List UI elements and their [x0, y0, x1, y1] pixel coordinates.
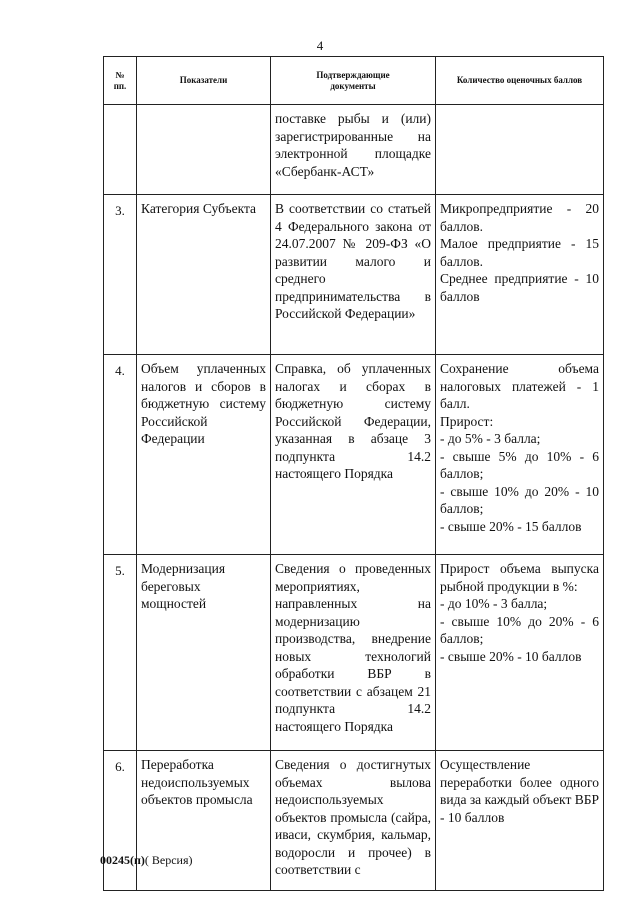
document-version: ( Версия) — [144, 853, 193, 867]
points-line: - свыше 10% до 20% - 10 баллов; — [440, 483, 599, 516]
cell-num: 3. — [104, 195, 137, 355]
points-line: Прирост объема выпуска рыбной продукции в %: — [440, 561, 599, 594]
table-row — [104, 555, 604, 751]
cell-points — [436, 105, 604, 195]
points-line: - свыше 10% до 20% - 6 баллов; — [440, 613, 599, 646]
points-line: - свыше 20% - 10 баллов — [440, 648, 582, 664]
points-line: Осуществление переработки более одного вида за каждый объект ВБР - 10 баллов — [440, 757, 599, 825]
cell-indicator — [137, 105, 271, 195]
points-line: Среднее предприятие - 10 баллов — [440, 271, 599, 304]
points-line: Прирост: — [440, 413, 494, 429]
points-line: - до 10% - 3 балла; — [440, 596, 548, 611]
cell-num — [104, 105, 137, 195]
table-row-continuation — [104, 105, 604, 195]
header-documents: Подтверждающие документы — [271, 57, 436, 105]
cell-num: 6. — [104, 751, 137, 891]
cell-num: 5. — [104, 555, 137, 751]
document-footer — [100, 853, 193, 868]
cell-documents: В соответствии со статьей 4 Федерального закона от 24.07.2007 № 209-ФЗ «О развитии малого и среднего предпринимательства в Российской Федерации» — [271, 195, 436, 355]
points-line: Сохранение объема налоговых платежей - 1 балл. — [440, 361, 599, 411]
cell-num: 4. — [104, 355, 137, 555]
cell-points — [436, 195, 604, 355]
cell-documents: Справка, об уплаченных налогах и сборах в бюджетную систему Российской Федерации, указанная в абзаце 3 подпункта 14.2 настоящего Порядка — [271, 355, 436, 555]
header-num: № пп. — [104, 57, 137, 105]
points-line: - свыше 20% - 15 баллов — [440, 518, 582, 534]
page-number: 4 — [316, 38, 324, 53]
table-row — [104, 355, 604, 555]
table-header-row — [104, 57, 604, 105]
cell-indicator: Модернизация береговых мощностей — [137, 555, 271, 751]
criteria-table — [103, 56, 604, 891]
points-line: - до 5% - 3 балла; — [440, 431, 541, 446]
cell-documents: Сведения о достигнутых объемах вылова недоиспользуемых объектов промысла (сайра, иваси, скумбрия, кальмар, водоросли и прочее) в соответствии с — [271, 751, 436, 891]
document-code: 00245(п) — [100, 853, 145, 867]
points-line: Микропредприятие - 20 баллов. — [440, 201, 599, 234]
table-row — [104, 751, 604, 891]
cell-indicator: Объем уплаченных налогов и сборов в бюджетную систему Российской Федерации — [137, 355, 271, 555]
cell-indicator: Переработка недоиспользуемых объектов промысла — [137, 751, 271, 891]
header-points: Количество оценочных баллов — [436, 57, 604, 105]
points-line: Малое предприятие - 15 баллов. — [440, 236, 599, 269]
cell-points — [436, 355, 604, 555]
cell-documents: поставке рыбы и (или) зарегистрированные на электронной площадке «Сбербанк-АСТ» — [271, 105, 436, 195]
table-row — [104, 195, 604, 355]
cell-points — [436, 751, 604, 891]
cell-points — [436, 555, 604, 751]
points-line: - свыше 5% до 10% - 6 баллов; — [440, 448, 599, 481]
cell-indicator: Категория Субъекта — [137, 195, 271, 355]
cell-documents: Сведения о проведенных мероприятиях, направленных на модернизацию производства, внедрение новых технологий обработки ВБР в соответствии с абзацем 21 подпункта 14.2 настоящего Порядка — [271, 555, 436, 751]
header-indicator: Показатели — [137, 57, 271, 105]
